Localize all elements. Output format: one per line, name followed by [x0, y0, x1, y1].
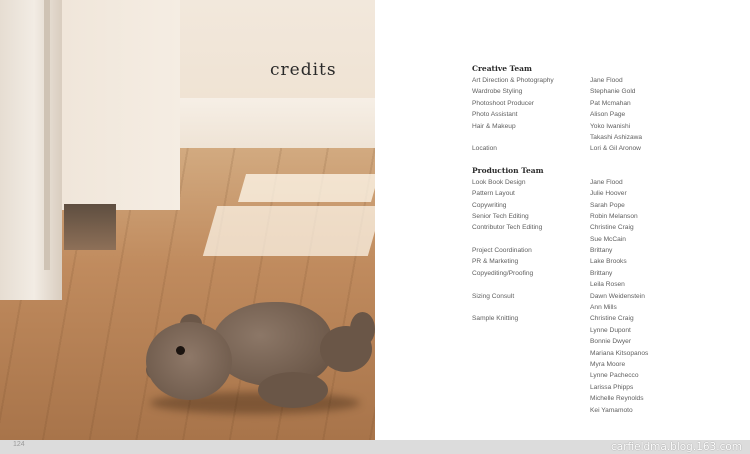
credit-name: Jane Flood	[590, 178, 623, 186]
page-number: 124	[13, 441, 25, 448]
credit-role: Project Coordination	[472, 247, 532, 255]
credit-name: Alison Page	[590, 111, 626, 119]
credit-row	[472, 268, 682, 279]
credit-role: PR & Marketing	[472, 258, 519, 266]
creative-team-list	[472, 75, 682, 155]
credit-row	[472, 256, 682, 267]
credit-name: Julie Hoover	[590, 190, 627, 198]
teddy-bear-leg	[320, 326, 372, 372]
credit-row	[472, 313, 682, 324]
credit-name: Christine Craig	[590, 224, 634, 232]
credit-name: Lori & Gil Aronow	[590, 145, 641, 153]
credit-name: Takashi Ashizawa	[590, 133, 643, 141]
credit-name: Lynne Pachecco	[590, 372, 639, 380]
credit-row	[472, 325, 682, 336]
credit-role: Art Direction & Photography	[472, 77, 554, 84]
section-spacer	[472, 155, 682, 164]
section-heading: Production Team	[472, 165, 544, 175]
credit-name: Mariana Kitsopanos	[590, 349, 649, 357]
credit-name: Brittany	[590, 269, 613, 277]
teddy-bear-arm	[258, 372, 328, 408]
credit-role: Look Book Design	[472, 178, 526, 186]
teddy-bear-eye	[176, 346, 185, 355]
credit-row	[472, 370, 682, 381]
credit-row	[472, 211, 682, 222]
credit-name: Myra Moore	[590, 360, 626, 368]
credit-name: Lake Brooks	[590, 258, 627, 266]
sunlight-patch	[238, 174, 375, 202]
credit-role: Hair & Makeup	[472, 122, 516, 130]
credit-row	[472, 291, 682, 302]
credit-name: Robin Melanson	[590, 212, 638, 220]
credit-role: Sample Knitting	[472, 315, 519, 323]
credit-row	[472, 132, 682, 143]
baseboard	[175, 98, 375, 154]
section-heading: Creative Team	[472, 64, 532, 73]
credit-name: Jane Flood	[590, 77, 623, 84]
credit-role: Wardrobe Styling	[472, 88, 523, 96]
credit-row	[472, 86, 682, 97]
door-gap	[64, 204, 116, 250]
credit-row	[472, 279, 682, 290]
credit-row	[472, 336, 682, 347]
teddy-bear-head	[146, 322, 232, 400]
credit-name: Yoko Iwanishi	[590, 122, 631, 130]
credit-role: Photoshoot Producer	[472, 99, 534, 107]
door-panel	[62, 0, 180, 210]
credit-role: Photo Assistant	[472, 111, 518, 119]
credit-row	[472, 109, 682, 120]
credit-name: Sarah Pope	[590, 201, 625, 209]
credit-name: Kei Yamamoto	[590, 406, 633, 414]
credit-row	[472, 393, 682, 404]
credit-name: Larissa Phipps	[590, 383, 634, 391]
credit-role: Copywriting	[472, 201, 507, 209]
credit-row	[472, 143, 682, 154]
credit-name: Dawn Weidenstein	[590, 292, 645, 300]
watermark: carfieldma.blog.163.com	[611, 441, 742, 453]
teddy-bear-body	[212, 302, 332, 386]
credit-role: Copyediting/Proofing	[472, 269, 534, 277]
credit-row	[472, 382, 682, 393]
production-team-list	[472, 177, 682, 416]
credit-row	[472, 405, 682, 416]
credit-role: Contributor Tech Editing	[472, 224, 543, 232]
credit-row	[472, 245, 682, 256]
credit-row	[472, 222, 682, 233]
credit-name: Michelle Reynolds	[590, 395, 644, 403]
credit-name: Lynne Dupont	[590, 326, 631, 334]
credit-name: Bonnie Dwyer	[590, 338, 632, 346]
credit-row	[472, 98, 682, 109]
credit-role: Senior Tech Editing	[472, 212, 529, 220]
door-edge	[44, 0, 50, 270]
door-frame	[0, 0, 62, 300]
credits-list	[472, 62, 682, 416]
credit-row	[472, 177, 682, 188]
sunlight-patch	[203, 206, 375, 256]
credit-row	[472, 359, 682, 370]
credit-role: Sizing Consult	[472, 292, 515, 300]
credit-name: Christine Craig	[590, 315, 634, 323]
credit-role: Pattern Layout	[472, 190, 515, 198]
credit-row	[472, 200, 682, 211]
credit-name: Sue McCain	[590, 235, 626, 243]
credit-row	[472, 188, 682, 199]
credit-name: Pat Mcmahan	[590, 99, 631, 107]
credit-name: Stephanie Gold	[590, 88, 636, 96]
credit-row	[472, 302, 682, 313]
credit-row	[472, 348, 682, 359]
credit-name: Leila Rosen	[590, 281, 625, 289]
credit-role: Location	[472, 145, 497, 153]
credit-row	[472, 121, 682, 132]
credit-row	[472, 75, 682, 86]
credit-name: Ann Mills	[590, 304, 617, 312]
page-title: credits	[270, 60, 337, 80]
credit-row	[472, 234, 682, 245]
credit-name: Brittany	[590, 247, 613, 255]
